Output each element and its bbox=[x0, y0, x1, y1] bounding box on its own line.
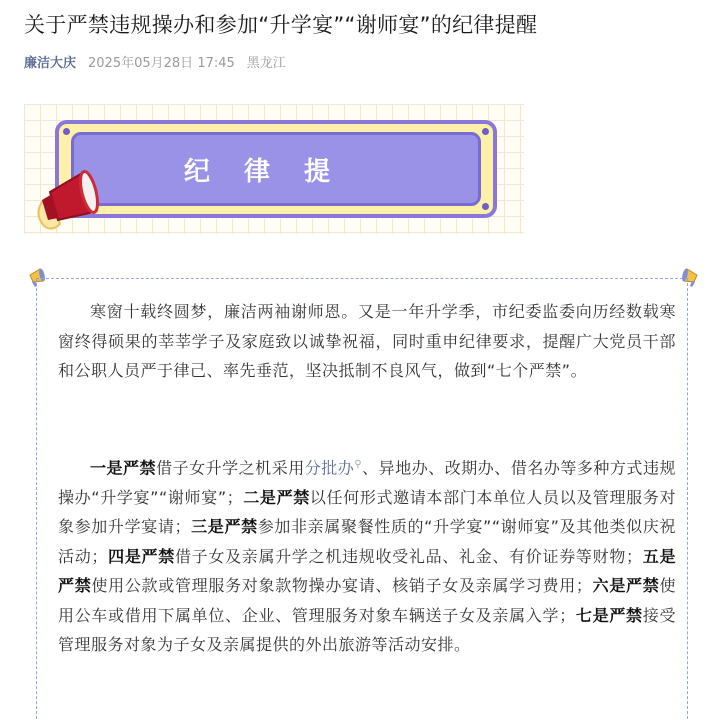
account-name-link[interactable]: 廉洁大庆 bbox=[24, 56, 77, 71]
publish-date: 2025年05月28日 17:45 bbox=[88, 56, 235, 71]
rule-text: 使用公款或管理服务对象款物操办宴请、核销子女及亲属学习费用； bbox=[91, 576, 593, 596]
banner-corner-dot bbox=[63, 128, 70, 135]
rule-label: 五是严禁 bbox=[58, 546, 676, 596]
publish-location: 黑龙江 bbox=[246, 56, 286, 71]
rules-paragraph bbox=[58, 450, 676, 660]
rule-label: 二是严禁 bbox=[243, 487, 310, 507]
banner-panel bbox=[71, 132, 481, 206]
rule-text: 借子女升学之机采用 bbox=[156, 458, 305, 478]
article-meta bbox=[24, 52, 286, 71]
rule-text: 以任何形式邀请本部门本单位人员以及管理服务对象参加升学宴请； bbox=[58, 487, 676, 537]
banner-corner-dot bbox=[482, 128, 489, 135]
rule-label: 三是严禁 bbox=[191, 517, 258, 537]
article-title: 关于严禁违规操办和参加“升学宴”“谢师宴”的纪律提醒 bbox=[24, 13, 538, 37]
rule-label: 一是严禁 bbox=[90, 458, 157, 478]
intro-paragraph: 寒窗十载终圆梦，廉洁两袖谢师恩。又是一年升学季，市纪委监委向历经数载寒窗终得硕果的莘莘学子及家庭致以诚挚祝福，同时重申纪律要求，提醒广大党员干部和公职人员严于律己、率先垂范，坚决抵制不良风气，做到“七个严禁”。 bbox=[58, 302, 676, 380]
banner-frame bbox=[55, 120, 497, 218]
rule-text: 、异地办、改期办、借名办等多种方式违规操办“升学宴”“谢师宴”； bbox=[58, 458, 676, 507]
rule-text: 借子女及亲属升学之机违规收受礼品、礼金、有价证券等财物； bbox=[174, 546, 643, 566]
rule-text: 参加非亲属聚餐性质的“升学宴”“谢师宴”及其他类似庆祝活动； bbox=[58, 517, 676, 566]
megaphone-icon bbox=[28, 162, 108, 234]
rule-text: 接受管理服务对象为子女及亲属提供的外出旅游等活动安排。 bbox=[58, 605, 676, 655]
inline-search-link[interactable]: 分批办 bbox=[304, 458, 355, 478]
rule-label: 六是严禁 bbox=[592, 576, 660, 596]
rule-label: 四是严禁 bbox=[107, 546, 175, 566]
rule-label: 七是严禁 bbox=[575, 605, 643, 625]
discipline-banner bbox=[24, 104, 524, 234]
banner-corner-dot bbox=[482, 203, 489, 210]
banner-text: 纪律提 bbox=[184, 156, 365, 187]
search-mark-icon[interactable]: ⚲ bbox=[354, 459, 363, 470]
rule-text: 使用公车或借用下属单位、企业、管理服务对象车辆送子女及亲属入学； bbox=[58, 576, 676, 625]
